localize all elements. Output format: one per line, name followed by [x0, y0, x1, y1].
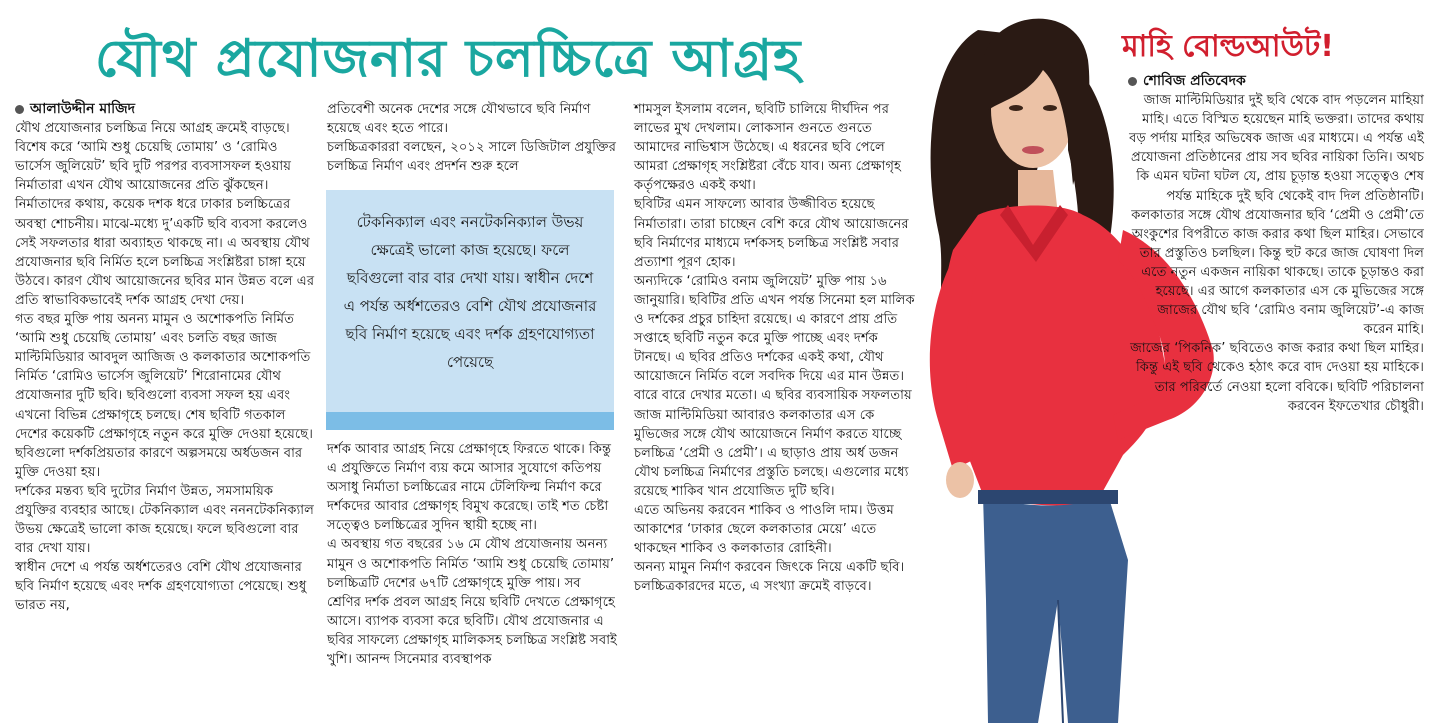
paragraph: এতে অভিনয় করবেন শাকিব ও পাওলি দাম। উত্তম আকাশের ‘ঢাকার ছেলে কলকাতার মেয়ে’ এতে থাকছেন শাকিব ও কলকাতার রোহিনী। — [634, 502, 894, 557]
paragraph: যৌথ প্রযোজনার চলচ্চিত্র নিয়ে আগ্রহ ক্রমেই বাড়ছে। বিশেষ করে ‘আমি শুধু চেয়েছি তোমায়’ ও ‘রোমিও ভার্সেস জুলিয়েট’ ছবি দুটি পরপর ব্যবসাসফল হওয়ায় নির্মাতারা এখন যৌথ আয়োজনের প্রতি ঝুঁকছেন। — [15, 121, 291, 194]
paragraph: অনন্য মামুন নির্মাণ করবেন জিৎকে নিয়ে একটি ছবি। চলচ্চিত্রকারদের মতে, এ সংখ্যা ক্রমেই বাড়বে। — [634, 560, 905, 595]
paragraph: অন্যদিকে ‘রোমিও বনাম জুলিয়েট’ মুক্তি পায় ১৬ জানুয়ারি। ছবিটির প্রতি এখন পর্যন্ত সিনেমা হল মালিক ও দর্শকের প্রচুর চাহিদা রয়েছে। এ কারণে প্রায় প্রতি সপ্তাহে ছবিটি নতুন করে মুক্তি পাচ্ছে এবং দর্শক টানছে। এ ছবির প্রতিও দর্শকের একই কথা, যৌথ আয়োজনে নির্মিত বলে সবদিক দিয়ে এর মান উন্নত। বারে বারে দেখার মতো। এ ছবির ব্যবসায়িক সফলতায় জাজ মাল্টিমিডিয়া আবারও কলকাতার এস কে মুভিজের সঙ্গে যৌথ আয়োজনে নির্মাণ করতে যাচ্ছে চলচ্চিত্র ‘প্রেমী ও প্রেমী’। এ ছাড়াও প্রায় অর্ধ ডজন যৌথ চলচ্চিত্র নির্মাণের প্রস্তুতি চলছে। এগুলোর মধ্যে রয়েছে শাকিব খান প্রযোজিত দুটি ছবি। — [634, 273, 915, 499]
paragraph: ছবিটির এমন সাফল্যে আবার উজ্জীবিত হয়েছে নির্মাতারা। তারা চাচ্ছেন বেশি করে যৌথ আয়োজনের ছবি নির্মাণের মাধ্যমে দর্শকসহ চলচ্চিত্র সংশ্লিষ্ট সবার প্রত্যাশা পূরণ হোক। — [634, 197, 909, 270]
bullet-icon — [15, 105, 24, 114]
paragraph: দর্শকের মন্তব্য ছবি দুটোর নির্মাণ উন্নত, সমসাময়িক প্রযুক্তির ব্যবহার আছে। টেকনিক্যাল এবং নননটেকনিক্যাল উভয় ক্ষেত্রেই ভালো কাজ হয়েছে। ফলে ছবিগুলো বার বার দেখা যায়। — [15, 483, 314, 557]
byline-text: আলাউদ্দীন মাজিদ — [30, 101, 136, 117]
paragraph: শামসুল ইসলাম বলেন, ছবিটি চালিয়ে দীর্ঘদিন পর লাভের মুখ দেখলাম। লোকসান গুনতে গুনতে আমাদের নাভিশ্বাস উঠেছে। এ ধরনের ছবি পেলে আমরা প্রেক্ষাগৃহ সংশ্লিষ্টরা বেঁচে যাব। অন্য প্রেক্ষাগৃহ কর্তৃপক্ষেরও একই কথা। — [634, 102, 901, 194]
paragraph: স্বাধীন দেশে এ পর্যন্ত অর্ধশতেরও বেশি যৌথ প্রযোজনার ছবি নির্মাণ হয়েছে এবং দর্শক গ্রহণযোগ্যতা পেয়েছে। শুধু ভারত নয়, — [15, 560, 307, 614]
article-column-1 — [15, 100, 315, 616]
headline: যৌথ প্রযোজনার চলচ্চিত্রে আগ্রহ — [95, 29, 802, 89]
paragraph: জাজের ‘পিকনিক’ ছবিতেও কাজ করার কথা ছিল মাহির। কিন্তু এই ছবি থেকেও হঠাৎ করে বাদ দেওয়া হয় মাহিকে। তার পরিবর্তে নেওয়া হলো ববিকে। ছবিটি পরিচালনা করবেন ইফতেখার চৌধুরী। — [1130, 341, 1424, 414]
paragraph: গত বছর মুক্তি পায় অনন্য মামুন ও অশোকপতি নির্মিত ‘আমি শুধু চেয়েছি তোমায়’ এবং চলতি বছর জাজ মাল্টিমিডিয়ার আবদুল আজিজ ও কলকাতার অশোকপতি নির্মিত ‘রোমিও ভার্সেস জুলিয়েট’ শিরোনামের যৌথ প্রযোজনার দুটি ছবি। ছবিগুলো ব্যবসা সফল হয় এবং এখনো বিভিন্ন প্রেক্ষাগৃহে চলছে। শেষ ছবিটি গতকাল দেশের কয়েকটি প্রেক্ষাগৃহে নতুন করে মুক্তি দেওয়া হয়েছে। ছবিগুলো দর্শকপ্রিয়তার কারণে অল্পসময়ে অর্ধডজন বার মুক্তি দেওয়া হয়। — [15, 312, 313, 480]
byline — [15, 100, 315, 119]
paragraph: দর্শক আবার আগ্রহ নিয়ে প্রেক্ষাগৃহে ফিরতে থাকে। কিন্তু এ প্রযুক্তিতে নির্মাণ ব্যয় কমে আসার সুযোগে কতিপয় অসাধু নির্মাতা চলচ্চিত্রের নামে টেলিফিল্ম নির্মাণ করে দর্শকদের আবার প্রেক্ষাগৃহ বিমুখ করেছে। তাই শত চেষ্টা সত্ত্বেও চলচ্চিত্রের সুদিন স্থায়ী হচ্ছে না। — [327, 442, 612, 534]
paragraph: প্রতিবেশী অনেক দেশের সঙ্গে যৌথভাবে ছবি নির্মাণ হয়েছে এবং হতে পারে। — [327, 102, 591, 137]
article-column-2-bottom — [327, 440, 617, 669]
side-article-column — [1128, 72, 1424, 416]
paragraph: নির্মাতাদের কথায়, কয়েক দশক ধরে ঢাকার চলচ্চিত্রের অবস্থা শোচনীয়। মাঝে-মধ্যে দু’একটি ছবি ব্যবসা করলেও সেই সফলতার ধারা অব্যাহত থাকছে না। এ অবস্থায় যৌথ প্রযোজনার ছবি নির্মিত হলে চলচ্চিত্র সংশ্লিষ্টরা চাঙ্গা হয়ে উঠবে। কারণ যৌথ আয়োজনের ছবির মান উন্নত বলে এর প্রতি স্বাভাবিকভাবেই দর্শক আগ্রহ দেখা দেয়। — [15, 197, 315, 308]
side-byline-text: শোবিজ প্রতিবেদক — [1143, 73, 1246, 89]
side-article-title: মাহি বোল্ডআউট! — [1122, 29, 1334, 64]
side-byline — [1128, 72, 1424, 91]
pull-quote-band — [326, 412, 614, 430]
paragraph: জাজ মাল্টিমিডিয়ার দুই ছবি থেকে বাদ পড়লেন মাহিয়া মাহি। এতে বিস্মিত হয়েছেন মাহি ভক্তরা। তাদের কথায় বড় পর্দায় মাহির অভিষেক জাজ এর মাধ্যমে। এ পর্যন্ত এই প্রযোজনা প্রতিষ্ঠানের প্রায় সব ছবির নায়িকা তিনি। অথচ কি এমন ঘটনা ঘটল যে, প্রায় চূড়ান্ত হওয়া সত্ত্বেও শেষ পর্যন্ত মাহিকে দুই ছবি থেকেই বাদ দিল প্রতিষ্ঠানটি। কলকাতার সঙ্গে যৌথ প্রযোজনার ছবি ‘প্রেমী ও প্রেমী’তে অংকুশের বিপরীতে কাজ করার কথা ছিল মাহির। সেভাবে তার প্রস্তুতিও চলছিল। কিন্তু হুট করে জাজ ঘোষণা দিল এতে নতুন একজন নায়িকা থাকছে। তাকে চূড়ান্তও করা হয়েছে। এর আগে কলকাতার এস কে মুভিজের সঙ্গে জাজের যৌথ ছবি ‘রোমিও বনাম জুলিয়েট’-এ কাজ করেন মাহি। — [1129, 93, 1424, 338]
article-column-2-top — [327, 100, 617, 176]
paragraph: চলচ্চিত্রকাররা বলছেন, ২০১২ সালে ডিজিটাল প্রযুক্তির চলচ্চিত্র নির্মাণ এবং প্রদর্শন শুরু হলে — [327, 140, 616, 175]
paragraph: এ অবস্থায় গত বছরের ১৬ মে যৌথ প্রযোজনায় অনন্য মামুন ও অশোকপতি নির্মিত ‘আমি শুধু চেয়েছি তোমায়’ চলচ্চিত্রটি দেশের ৬৭টি প্রেক্ষাগৃহে মুক্তি পায়। সব শ্রেণির দর্শক প্রবল আগ্রহ নিয়ে ছবিটি দেখতে প্রেক্ষাগৃহে আসে। ব্যাপক ব্যবসা করে ছবিটি। যৌথ প্রযোজনার এ ছবির সাফল্যে প্রেক্ষাগৃহ মালিকসহ চলচ্চিত্র সংশ্লিষ্ট সবাই খুশি। আনন্দ সিনেমার ব্যবস্থাপক — [327, 537, 617, 668]
pull-quote-text: টেকনিক্যাল এবং ননটেকনিক্যাল উভয় ক্ষেত্রেই ভালো কাজ হয়েছে। ফলে ছবিগুলো বার বার দেখা যায়। স্বাধীন দেশে এ পর্যন্ত অর্ধশতেরও বেশি যৌথ প্রযোজনার ছবি নির্মাণ হয়েছে এবং দর্শক গ্রহণযোগ্যতা পেয়েছে — [343, 213, 597, 371]
bullet-icon — [1128, 77, 1137, 86]
pull-quote-box — [326, 190, 614, 430]
